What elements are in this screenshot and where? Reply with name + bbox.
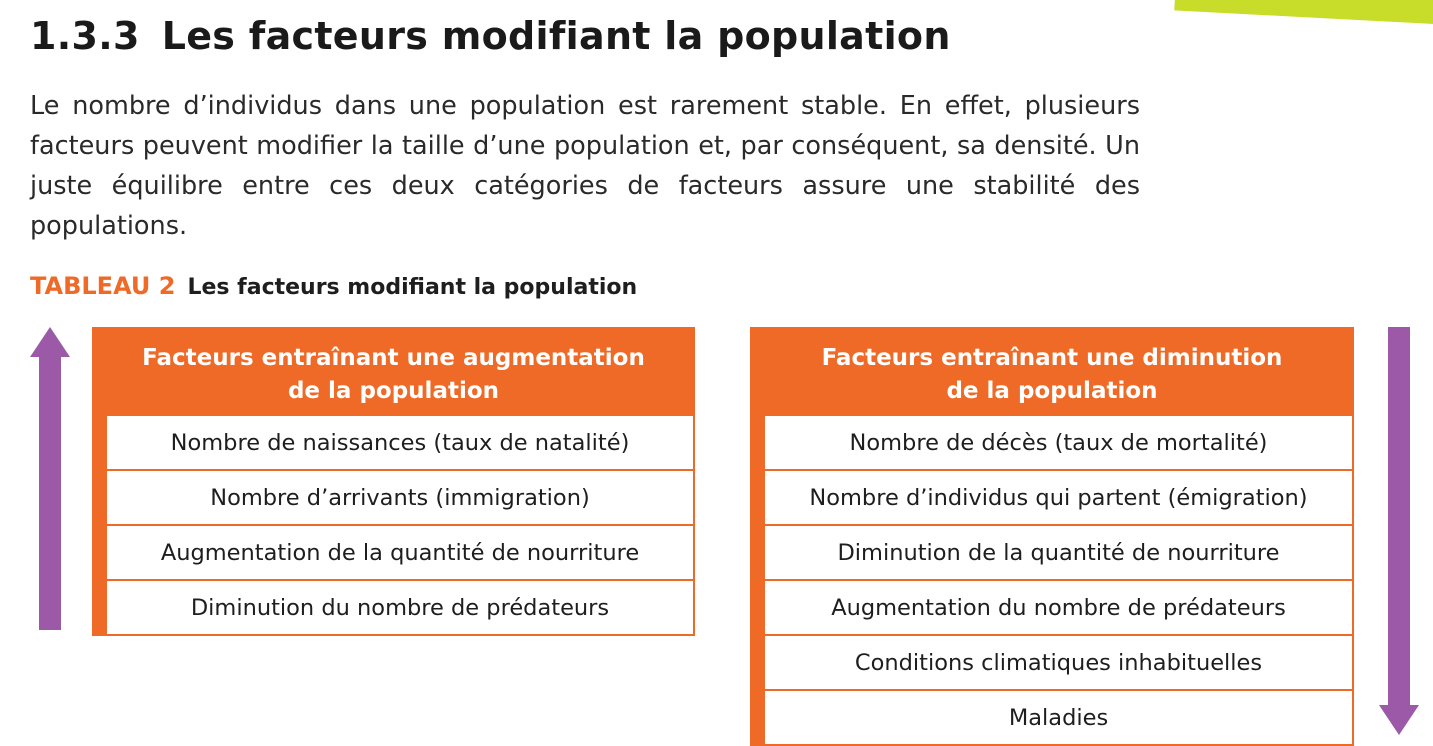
section-heading [30, 14, 951, 58]
decrease-factors-table [750, 327, 1354, 746]
table-row: Diminution de la quantité de nourriture [765, 524, 1352, 579]
increase-header-line1: Facteurs entraînant une augmentation [142, 345, 645, 371]
table-row: Augmentation de la quantité de nourriture [107, 524, 693, 579]
decrease-table-body [752, 414, 1352, 744]
table-row: Maladies [765, 689, 1352, 744]
decrease-header-line1: Facteurs entraînant une diminution [821, 345, 1283, 371]
table-caption-title: Les facteurs modifiant la population [187, 275, 638, 300]
decrease-table-header [752, 329, 1352, 414]
increase-table-body [94, 414, 693, 634]
down-arrow-icon [1377, 327, 1421, 737]
table-row: Nombre de naissances (taux de natalité) [107, 414, 693, 469]
increase-factors-table [92, 327, 695, 636]
table-caption [30, 272, 637, 300]
table-row: Nombre de décès (taux de mortalité) [765, 414, 1352, 469]
table-row: Nombre d’arrivants (immigration) [107, 469, 693, 524]
corner-accent-decoration [1174, 0, 1433, 26]
increase-header-line2: de la population [287, 378, 500, 404]
table-row: Conditions climatiques inhabituelles [765, 634, 1352, 689]
decrease-header-line2: de la population [946, 378, 1158, 404]
section-title: Les facteurs modifiant la population [161, 14, 951, 58]
table-caption-tag: TABLEAU 2 [30, 272, 176, 300]
up-arrow-icon [28, 327, 72, 632]
table-row: Nombre d’individus qui partent (émigration) [765, 469, 1352, 524]
table-row: Diminution du nombre de prédateurs [107, 579, 693, 634]
intro-paragraph: Le nombre d’individus dans une population est rarement stable. En effet, plusieurs facteurs peuvent modifier la taille d’une population et, par conséquent, sa densité. Un juste équilibre entre ces deux catégories de facteurs assure une stabilité des populations. [30, 91, 1140, 241]
increase-table-header [94, 329, 693, 414]
section-number: 1.3.3 [30, 14, 140, 58]
table-row: Augmentation du nombre de prédateurs [765, 579, 1352, 634]
